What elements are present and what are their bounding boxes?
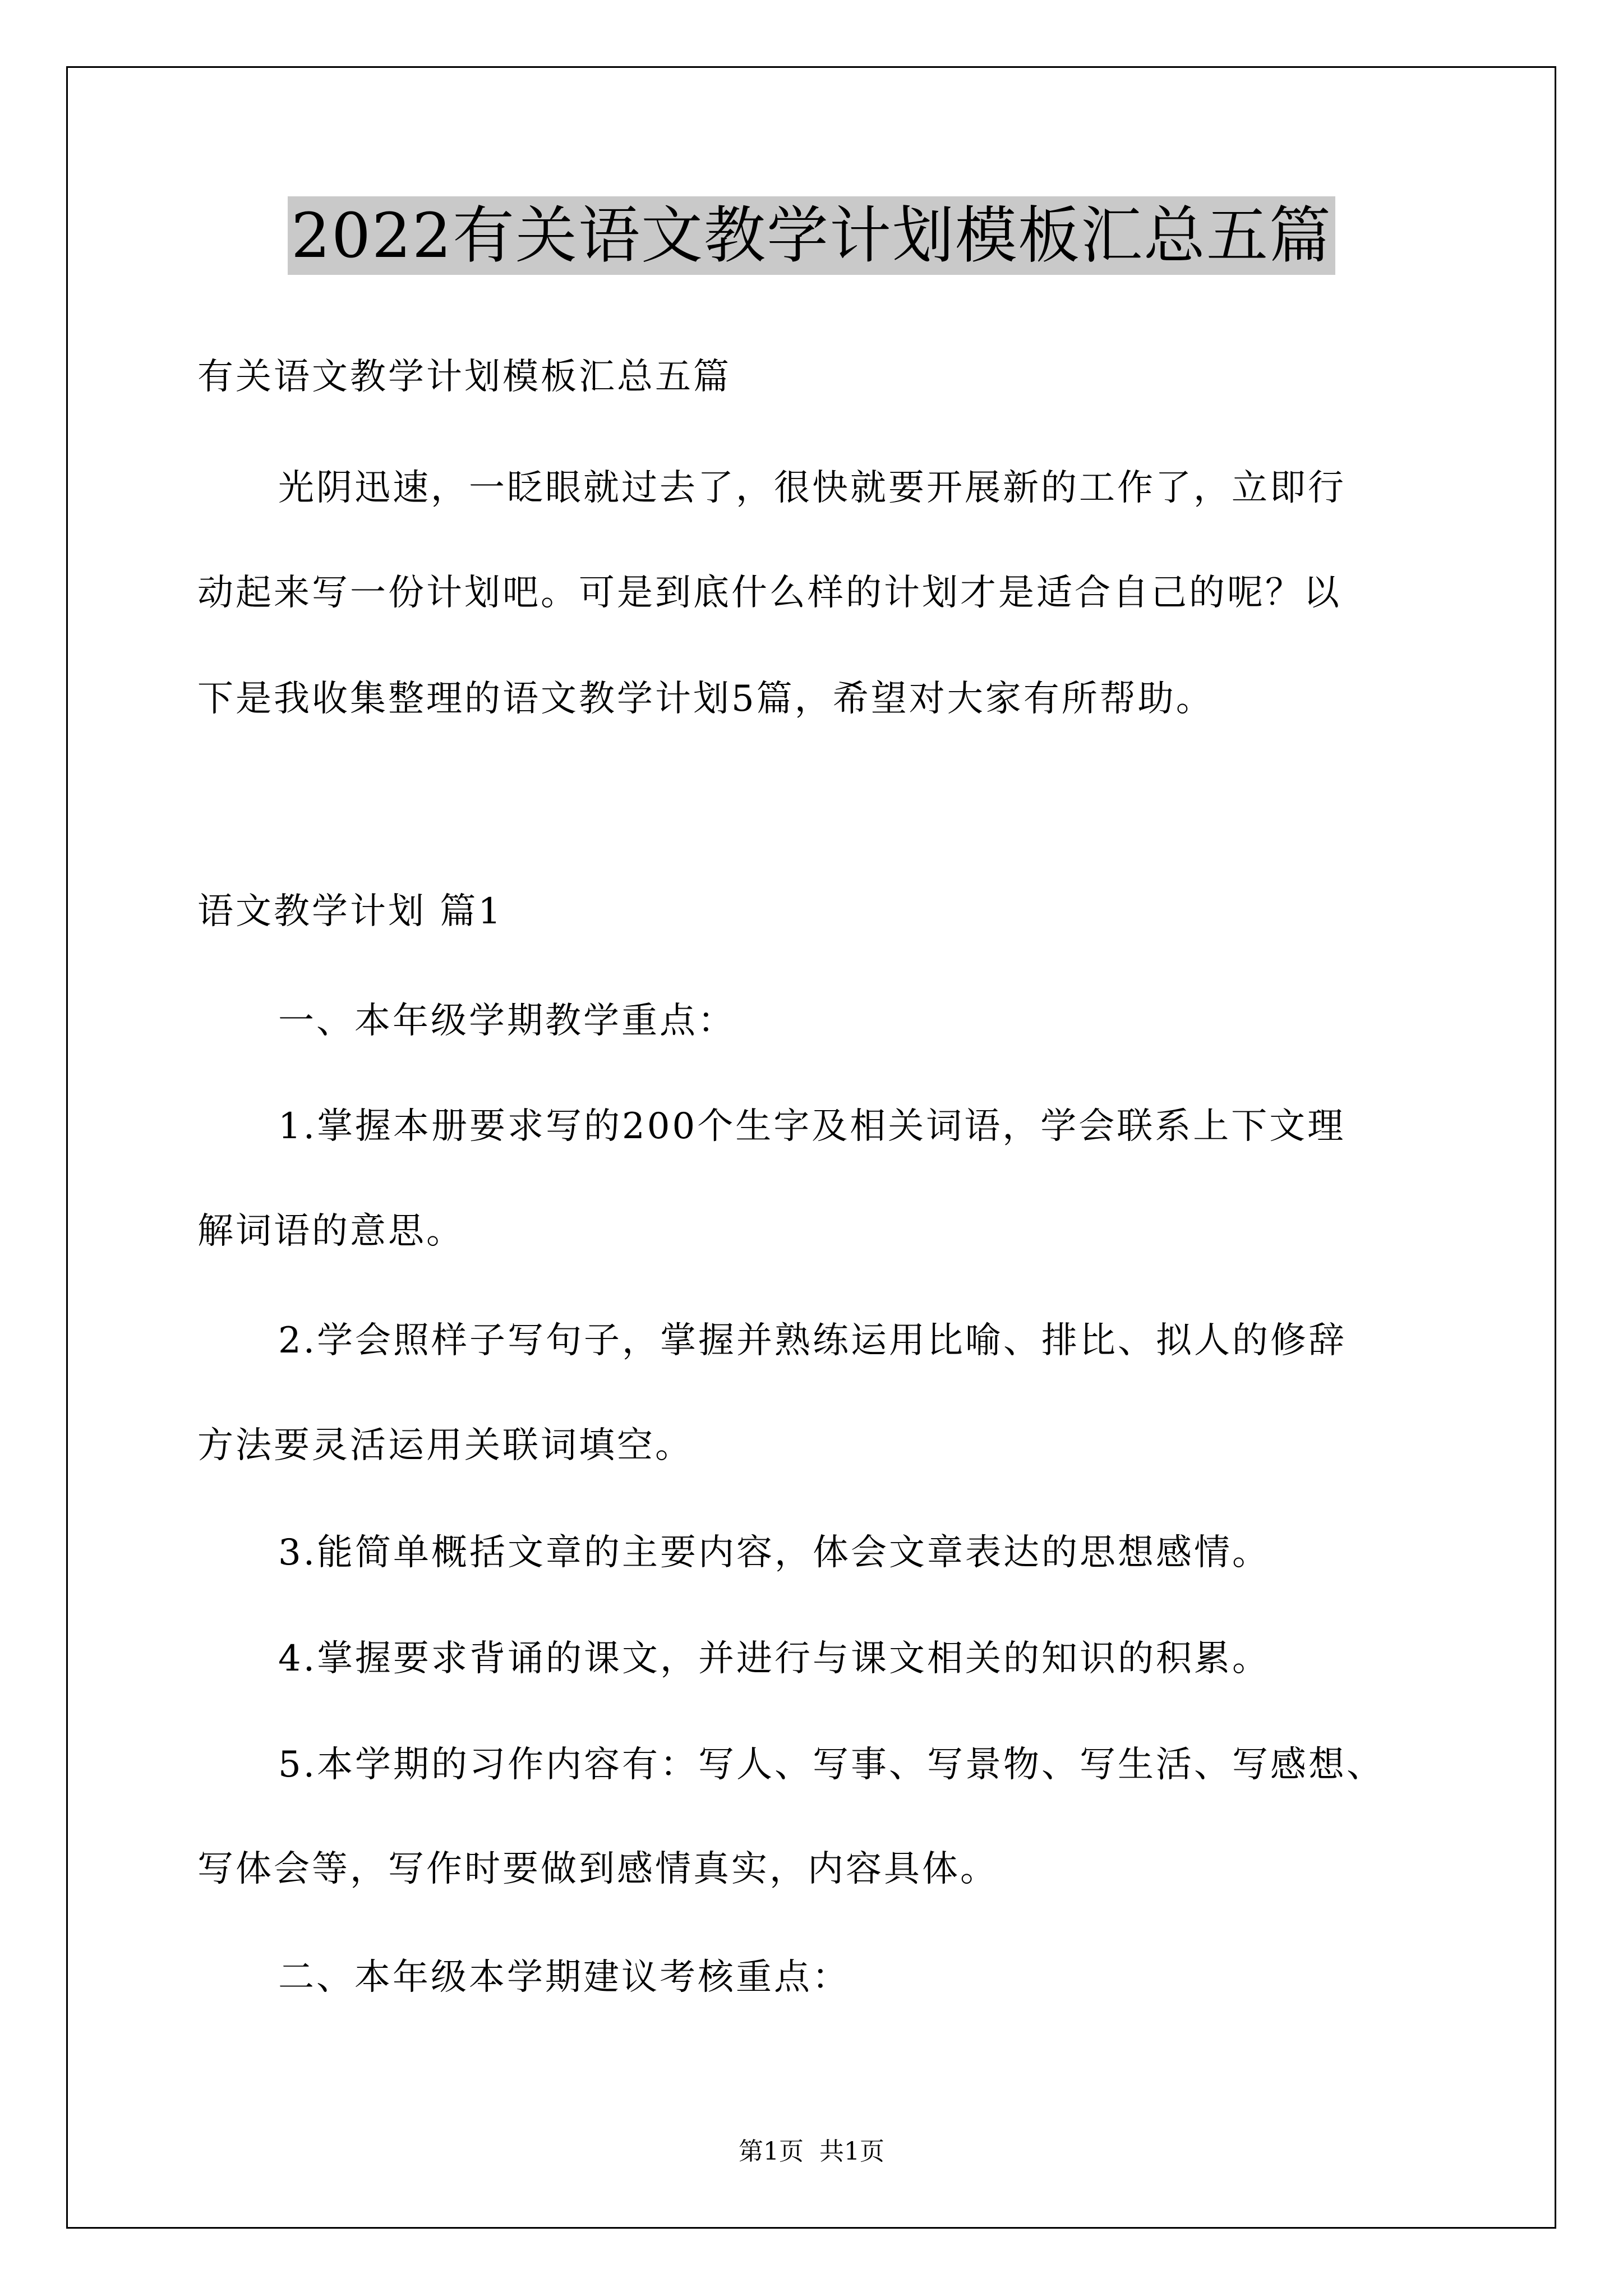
title-container xyxy=(0,196,1623,275)
document-title: 2022有关语文教学计划模板汇总五篇 xyxy=(288,196,1335,275)
item-2-line-2: 方法要灵活运用关联词填空。 xyxy=(197,1425,693,1466)
section-heading-1: 语文教学计划 篇1 xyxy=(197,891,504,932)
item-5-line-1: 5.本学期的习作内容有：写人、写事、写景物、写生活、写感想、 xyxy=(278,1744,1385,1786)
page-total: 共1页 xyxy=(819,2137,884,2166)
subheading-1: 一、本年级学期教学重点： xyxy=(278,1000,736,1042)
intro-line-3: 下是我收集整理的语文教学计划5篇，希望对大家有所帮助。 xyxy=(197,678,1214,720)
item-2-line-1: 2.学会照样子写句子，掌握并熟练运用比喻、排比、拟人的修辞 xyxy=(278,1320,1347,1361)
subtitle-line: 有关语文教学计划模板汇总五篇 xyxy=(197,356,731,398)
item-3: 3.能简单概括文章的主要内容，体会文章表达的思想感情。 xyxy=(278,1532,1271,1573)
page-footer xyxy=(0,2136,1623,2168)
intro-line-1: 光阴迅速，一眨眼就过去了，很快就要开展新的工作了，立即行 xyxy=(278,467,1346,509)
item-4: 4.掌握要求背诵的课文，并进行与课文相关的知识的积累。 xyxy=(278,1638,1271,1680)
subheading-2: 二、本年级本学期建议考核重点： xyxy=(278,1957,850,1998)
item-1-line-2: 解词语的意思。 xyxy=(197,1211,464,1252)
page-number: 第1页 xyxy=(739,2137,804,2166)
intro-line-2: 动起来写一份计划吧。可是到底什么样的计划才是适合自己的呢？以 xyxy=(197,572,1341,614)
item-1-line-1: 1.掌握本册要求写的200个生字及相关词语，学会联系上下文理 xyxy=(278,1106,1346,1147)
item-5-line-2: 写体会等，写作时要做到感情真实，内容具体。 xyxy=(197,1848,998,1890)
